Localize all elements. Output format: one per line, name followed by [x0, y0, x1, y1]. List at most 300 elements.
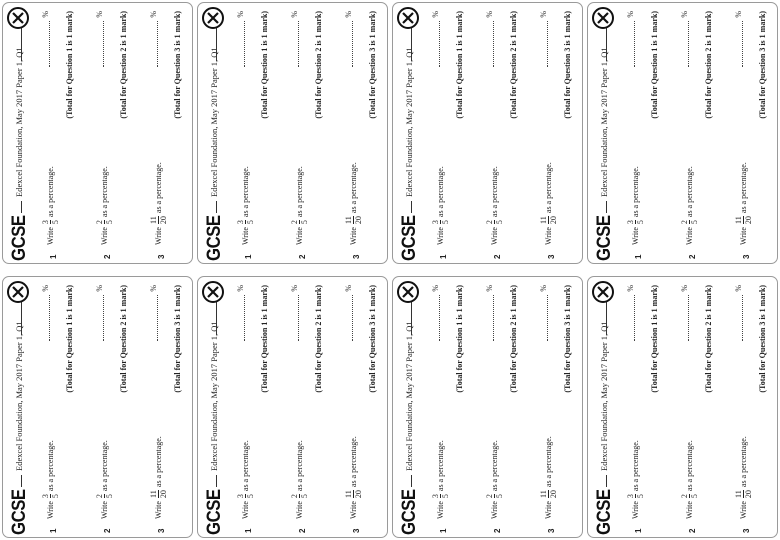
question-total: (Total for Question 3 is 1 mark)	[173, 285, 182, 393]
dx-circle-logo-icon	[592, 281, 614, 303]
question-total: (Total for Question 3 is 1 mark)	[368, 285, 377, 393]
question-number: 2	[493, 254, 502, 259]
gcse-brand: GCSE	[204, 215, 225, 261]
fraction-numerator: 3	[431, 494, 440, 499]
fraction-numerator: 2	[680, 494, 689, 499]
question-suffix: as a percentage.	[100, 440, 109, 492]
fraction-numerator: 11	[539, 216, 548, 224]
question-text	[95, 440, 114, 519]
question-number: 3	[352, 528, 361, 533]
percent-unit: %	[290, 285, 299, 292]
answer-line[interactable]	[157, 295, 158, 341]
question-total: (Total for Question 2 is 1 mark)	[704, 285, 713, 393]
question-number: 1	[244, 528, 253, 533]
fraction-denominator: 20	[744, 490, 753, 499]
question-prefix: Write	[739, 227, 748, 245]
question-suffix: as a percentage.	[739, 162, 748, 214]
answer-line[interactable]	[49, 295, 50, 341]
question-block	[533, 283, 583, 533]
question-card	[2, 276, 193, 538]
fraction-numerator: 3	[236, 220, 245, 225]
fraction	[626, 220, 645, 224]
fraction-denominator: 5	[690, 494, 699, 499]
header-rule	[606, 201, 607, 213]
question-number: 3	[742, 528, 751, 533]
question-prefix: Write	[544, 227, 553, 245]
question-block	[533, 9, 583, 259]
fraction	[431, 494, 450, 498]
question-suffix: as a percentage.	[544, 162, 553, 214]
question-block	[479, 9, 531, 259]
question-total: (Total for Question 3 is 1 mark)	[173, 11, 182, 119]
fraction-numerator: 3	[626, 494, 635, 499]
answer-line[interactable]	[103, 21, 104, 67]
fraction-numerator: 3	[41, 220, 50, 225]
dx-circle-logo-icon	[397, 7, 419, 29]
question-block	[143, 283, 193, 533]
answer-line[interactable]	[742, 21, 743, 67]
question-suffix: as a percentage.	[100, 166, 109, 218]
question-block	[143, 9, 193, 259]
question-prefix: Write	[436, 501, 445, 519]
question-total: (Total for Question 1 is 1 mark)	[260, 285, 269, 393]
question-card	[197, 2, 388, 264]
question-text	[41, 166, 60, 245]
percent-unit: %	[236, 11, 245, 18]
percent-unit: %	[41, 11, 50, 18]
fraction-numerator: 11	[734, 490, 743, 498]
question-block	[35, 283, 87, 533]
gcse-brand: GCSE	[594, 215, 615, 261]
answer-line[interactable]	[298, 295, 299, 341]
fraction-denominator: 20	[159, 490, 168, 499]
question-total: (Total for Question 1 is 1 mark)	[650, 285, 659, 393]
question-suffix: as a percentage.	[685, 166, 694, 218]
question-suffix: as a percentage.	[685, 440, 694, 492]
header-rule	[216, 475, 217, 487]
fraction-denominator: 5	[246, 494, 255, 499]
question-number: 3	[157, 528, 166, 533]
gcse-brand: GCSE	[9, 489, 30, 535]
answer-line[interactable]	[439, 295, 440, 341]
question-number: 3	[352, 254, 361, 259]
percent-unit: %	[236, 285, 245, 292]
fraction-numerator: 3	[431, 220, 440, 225]
fraction	[734, 490, 753, 498]
header-rule	[216, 201, 217, 213]
question-total: (Total for Question 2 is 1 mark)	[509, 285, 518, 393]
question-block	[728, 9, 778, 259]
question-total: (Total for Question 2 is 1 mark)	[119, 285, 128, 393]
gcse-brand: GCSE	[204, 489, 225, 535]
answer-line[interactable]	[742, 295, 743, 341]
percent-unit: %	[95, 285, 104, 292]
percent-unit: %	[95, 11, 104, 18]
question-number: 2	[298, 528, 307, 533]
answer-line[interactable]	[688, 21, 689, 67]
question-prefix: Write	[154, 227, 163, 245]
fraction-denominator: 5	[300, 220, 309, 225]
dx-circle-logo-icon	[202, 281, 224, 303]
question-number: 2	[493, 528, 502, 533]
question-total: (Total for Question 1 is 1 mark)	[260, 11, 269, 119]
dx-circle-logo-icon	[7, 281, 29, 303]
card-header	[7, 7, 33, 261]
question-total: (Total for Question 2 is 1 mark)	[119, 11, 128, 119]
fraction-numerator: 2	[95, 494, 104, 499]
header-rule	[411, 27, 412, 61]
gcse-brand: GCSE	[399, 489, 420, 535]
question-block	[620, 283, 672, 533]
question-text	[344, 436, 363, 519]
percent-unit: %	[539, 11, 548, 18]
question-prefix: Write	[295, 227, 304, 245]
question-block	[338, 9, 388, 259]
card-header	[592, 281, 618, 535]
header-rule	[21, 27, 22, 61]
question-block	[620, 9, 672, 259]
question-prefix: Write	[490, 501, 499, 519]
fraction	[539, 216, 558, 224]
paper-subtitle: Edexcel Foundation, May 2017 Paper 1, Q1	[599, 47, 609, 197]
fraction	[149, 216, 168, 224]
fraction-denominator: 5	[51, 494, 60, 499]
question-suffix: as a percentage.	[295, 166, 304, 218]
answer-line[interactable]	[547, 295, 548, 341]
question-text	[149, 162, 168, 245]
answer-line[interactable]	[157, 21, 158, 67]
answer-line[interactable]	[244, 21, 245, 67]
gcse-brand: GCSE	[399, 215, 420, 261]
question-suffix: as a percentage.	[241, 440, 250, 492]
paper-subtitle: Edexcel Foundation, May 2017 Paper 1, Q1	[14, 47, 24, 197]
question-block	[425, 283, 477, 533]
card-header	[202, 7, 228, 261]
fraction	[95, 220, 114, 224]
header-rule	[411, 475, 412, 487]
percent-unit: %	[344, 285, 353, 292]
paper-subtitle: Edexcel Foundation, May 2017 Paper 1, Q1	[404, 47, 414, 197]
question-number: 2	[103, 254, 112, 259]
dx-circle-logo-icon	[7, 7, 29, 29]
card-content	[3, 3, 193, 264]
fraction-denominator: 20	[549, 490, 558, 499]
question-total: (Total for Question 1 is 1 mark)	[455, 11, 464, 119]
answer-line[interactable]	[493, 21, 494, 67]
percent-unit: %	[344, 11, 353, 18]
question-number: 1	[49, 528, 58, 533]
paper-subtitle: Edexcel Foundation, May 2017 Paper 1, Q1	[209, 321, 219, 471]
question-total: (Total for Question 1 is 1 mark)	[65, 285, 74, 393]
percent-unit: %	[431, 285, 440, 292]
fraction	[485, 494, 504, 498]
question-suffix: as a percentage.	[349, 162, 358, 214]
question-number: 1	[634, 254, 643, 259]
answer-line[interactable]	[103, 295, 104, 341]
answer-line[interactable]	[439, 21, 440, 67]
question-suffix: as a percentage.	[154, 436, 163, 488]
question-block	[284, 283, 336, 533]
fraction-numerator: 3	[626, 220, 635, 225]
fraction-denominator: 5	[441, 494, 450, 499]
answer-line[interactable]	[634, 295, 635, 341]
question-prefix: Write	[241, 501, 250, 519]
percent-unit: %	[680, 285, 689, 292]
question-text	[539, 436, 558, 519]
card-content	[198, 3, 388, 264]
question-prefix: Write	[349, 501, 358, 519]
question-number: 2	[103, 528, 112, 533]
card-header	[202, 281, 228, 535]
question-prefix: Write	[739, 501, 748, 519]
question-total: (Total for Question 2 is 1 mark)	[704, 11, 713, 119]
question-text	[236, 440, 255, 519]
question-text	[431, 440, 450, 519]
question-text	[734, 162, 753, 245]
question-text	[290, 166, 309, 245]
answer-line[interactable]	[634, 21, 635, 67]
fraction	[680, 220, 699, 224]
question-text	[485, 166, 504, 245]
question-prefix: Write	[685, 501, 694, 519]
fraction-denominator: 20	[159, 216, 168, 225]
question-prefix: Write	[544, 501, 553, 519]
card-content	[588, 3, 778, 264]
paper-subtitle: Edexcel Foundation, May 2017 Paper 1, Q1	[14, 321, 24, 471]
question-total: (Total for Question 3 is 1 mark)	[368, 11, 377, 119]
fraction	[431, 220, 450, 224]
fraction	[734, 216, 753, 224]
card-header	[397, 281, 423, 535]
question-total: (Total for Question 1 is 1 mark)	[650, 11, 659, 119]
question-prefix: Write	[100, 227, 109, 245]
question-prefix: Write	[295, 501, 304, 519]
question-text	[41, 440, 60, 519]
fraction-numerator: 11	[539, 490, 548, 498]
question-total: (Total for Question 1 is 1 mark)	[455, 285, 464, 393]
header-rule	[606, 301, 607, 335]
percent-unit: %	[149, 285, 158, 292]
fraction-denominator: 5	[105, 220, 114, 225]
fraction-numerator: 2	[485, 220, 494, 225]
percent-unit: %	[41, 285, 50, 292]
header-rule	[216, 301, 217, 335]
question-block	[89, 283, 141, 533]
question-total: (Total for Question 2 is 1 mark)	[314, 11, 323, 119]
fraction	[236, 220, 255, 224]
fraction	[149, 490, 168, 498]
question-text	[680, 440, 699, 519]
question-suffix: as a percentage.	[631, 440, 640, 492]
fraction	[485, 220, 504, 224]
question-text	[431, 166, 450, 245]
answer-line[interactable]	[244, 295, 245, 341]
fraction	[290, 494, 309, 498]
fraction	[41, 494, 60, 498]
fraction-numerator: 11	[149, 216, 158, 224]
fraction	[539, 490, 558, 498]
question-suffix: as a percentage.	[46, 166, 55, 218]
fraction-numerator: 2	[485, 494, 494, 499]
question-number: 1	[634, 528, 643, 533]
fraction-numerator: 2	[95, 220, 104, 225]
question-card	[587, 276, 778, 538]
fraction-numerator: 2	[680, 220, 689, 225]
answer-line[interactable]	[49, 21, 50, 67]
question-number: 1	[244, 254, 253, 259]
question-text	[680, 166, 699, 245]
question-prefix: Write	[46, 227, 55, 245]
question-prefix: Write	[631, 227, 640, 245]
question-text	[149, 436, 168, 519]
fraction-numerator: 2	[290, 494, 299, 499]
fraction	[41, 220, 60, 224]
question-prefix: Write	[631, 501, 640, 519]
fraction	[626, 494, 645, 498]
question-suffix: as a percentage.	[295, 440, 304, 492]
fraction	[680, 494, 699, 498]
percent-unit: %	[680, 11, 689, 18]
question-number: 1	[439, 254, 448, 259]
question-number: 1	[49, 254, 58, 259]
answer-line[interactable]	[352, 21, 353, 67]
answer-line[interactable]	[352, 295, 353, 341]
question-block	[479, 283, 531, 533]
fraction-denominator: 5	[636, 220, 645, 225]
question-number: 3	[157, 254, 166, 259]
fraction-denominator: 5	[495, 220, 504, 225]
question-block	[728, 283, 778, 533]
question-number: 2	[298, 254, 307, 259]
question-text	[95, 166, 114, 245]
question-prefix: Write	[436, 227, 445, 245]
question-block	[425, 9, 477, 259]
question-suffix: as a percentage.	[544, 436, 553, 488]
question-total: (Total for Question 3 is 1 mark)	[563, 285, 572, 393]
fraction-numerator: 3	[41, 494, 50, 499]
fraction	[236, 494, 255, 498]
header-rule	[21, 475, 22, 487]
question-number: 3	[547, 528, 556, 533]
card-header	[7, 281, 33, 535]
card-header	[592, 7, 618, 261]
question-block	[89, 9, 141, 259]
question-number: 2	[688, 254, 697, 259]
question-block	[674, 283, 726, 533]
question-block	[674, 9, 726, 259]
gcse-brand: GCSE	[9, 215, 30, 261]
fraction-numerator: 2	[290, 220, 299, 225]
percent-unit: %	[626, 285, 635, 292]
question-total: (Total for Question 3 is 1 mark)	[758, 11, 767, 119]
fraction-numerator: 11	[344, 216, 353, 224]
fraction-denominator: 5	[246, 220, 255, 225]
answer-line[interactable]	[688, 295, 689, 341]
question-card	[2, 2, 193, 264]
fraction-numerator: 3	[236, 494, 245, 499]
fraction-denominator: 5	[636, 494, 645, 499]
question-prefix: Write	[349, 227, 358, 245]
fraction-denominator: 5	[690, 220, 699, 225]
card-content	[198, 277, 388, 538]
question-card	[392, 276, 583, 538]
fraction-denominator: 20	[549, 216, 558, 225]
fraction-denominator: 5	[441, 220, 450, 225]
card-content	[393, 277, 583, 538]
percent-unit: %	[149, 11, 158, 18]
question-text	[344, 162, 363, 245]
fraction	[344, 490, 363, 498]
fraction-denominator: 5	[105, 494, 114, 499]
header-rule	[606, 27, 607, 61]
question-text	[626, 166, 645, 245]
paper-subtitle: Edexcel Foundation, May 2017 Paper 1, Q1	[209, 47, 219, 197]
question-prefix: Write	[46, 501, 55, 519]
question-prefix: Write	[154, 501, 163, 519]
fraction-numerator: 11	[734, 216, 743, 224]
question-total: (Total for Question 3 is 1 mark)	[563, 11, 572, 119]
question-suffix: as a percentage.	[490, 440, 499, 492]
question-suffix: as a percentage.	[436, 440, 445, 492]
fraction-denominator: 20	[354, 490, 363, 499]
question-suffix: as a percentage.	[436, 166, 445, 218]
question-suffix: as a percentage.	[46, 440, 55, 492]
question-block	[35, 9, 87, 259]
answer-line[interactable]	[547, 21, 548, 67]
question-block	[230, 283, 282, 533]
question-card	[587, 2, 778, 264]
question-block	[284, 9, 336, 259]
fraction-numerator: 11	[149, 490, 158, 498]
fraction	[344, 216, 363, 224]
header-rule	[411, 201, 412, 213]
question-total: (Total for Question 3 is 1 mark)	[758, 285, 767, 393]
question-prefix: Write	[241, 227, 250, 245]
paper-subtitle: Edexcel Foundation, May 2017 Paper 1, Q1	[404, 321, 414, 471]
question-prefix: Write	[490, 227, 499, 245]
question-block	[338, 283, 388, 533]
dx-circle-logo-icon	[592, 7, 614, 29]
answer-line[interactable]	[298, 21, 299, 67]
question-text	[539, 162, 558, 245]
question-number: 3	[742, 254, 751, 259]
percent-unit: %	[290, 11, 299, 18]
question-number: 2	[688, 528, 697, 533]
fraction-denominator: 5	[51, 220, 60, 225]
percent-unit: %	[431, 11, 440, 18]
header-rule	[21, 201, 22, 213]
question-total: (Total for Question 2 is 1 mark)	[314, 285, 323, 393]
answer-line[interactable]	[493, 295, 494, 341]
question-block	[230, 9, 282, 259]
question-suffix: as a percentage.	[490, 166, 499, 218]
card-content	[3, 277, 193, 538]
percent-unit: %	[485, 285, 494, 292]
gcse-brand: GCSE	[594, 489, 615, 535]
question-total: (Total for Question 2 is 1 mark)	[509, 11, 518, 119]
paper-subtitle: Edexcel Foundation, May 2017 Paper 1, Q1	[599, 321, 609, 471]
question-number: 3	[547, 254, 556, 259]
fraction	[290, 220, 309, 224]
question-card	[392, 2, 583, 264]
card-content	[393, 3, 583, 264]
fraction-numerator: 11	[344, 490, 353, 498]
percent-unit: %	[734, 11, 743, 18]
question-card	[197, 276, 388, 538]
fraction-denominator: 5	[300, 494, 309, 499]
percent-unit: %	[539, 285, 548, 292]
question-total: (Total for Question 1 is 1 mark)	[65, 11, 74, 119]
